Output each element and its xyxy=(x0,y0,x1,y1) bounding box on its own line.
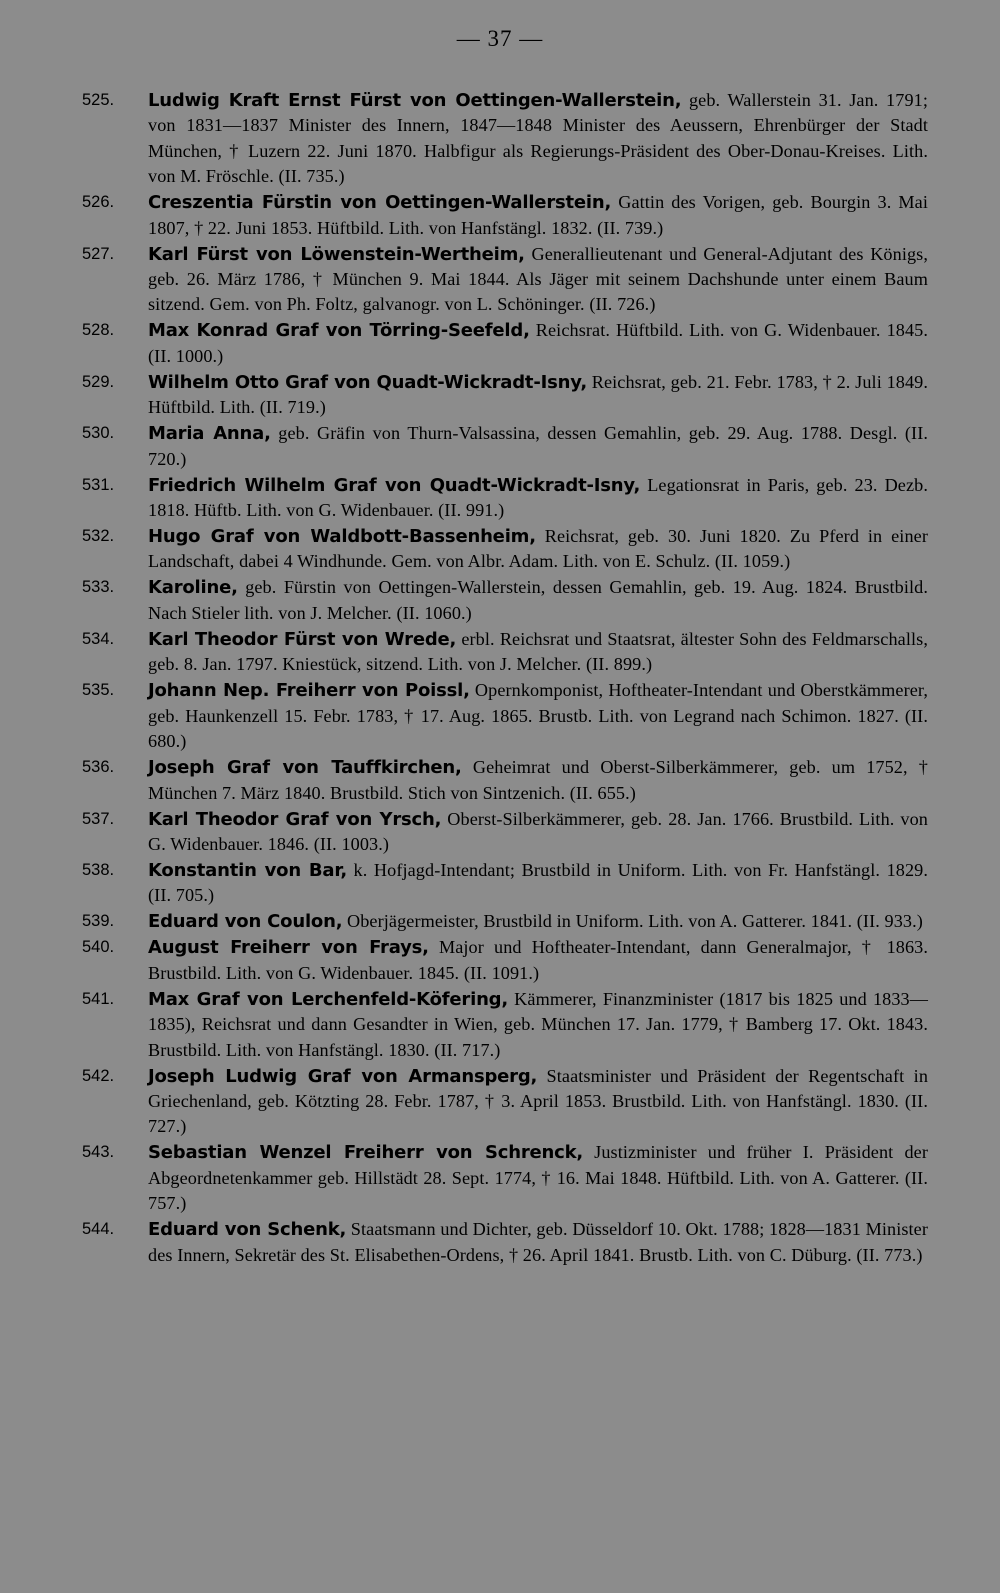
entry xyxy=(82,987,928,1063)
entry-description: Gattin des Vorigen, geb. Bourgin 3. Mai 1807, † 22. Juni 1853. Hüftbild. Lith. von Hanfstängl. 1832. (II. 739.) xyxy=(148,192,928,238)
entry xyxy=(82,242,928,318)
entry xyxy=(82,935,928,986)
entry xyxy=(82,627,928,678)
entry-description: Staatsmann und Dichter, geb. Düsseldorf 10. Okt. 1788; 1828—1831 Minister des Innern, Sekretär des St. Elisabethen-Ordens, † 26. April 1841. Brustb. Lith. von C. Düburg. (II. 773.) xyxy=(148,1219,929,1265)
entry-name: Friedrich Wilhelm Graf von Quadt-Wickradt-Isny, xyxy=(148,474,641,496)
entry-name: Konstantin von Bar, xyxy=(148,859,348,881)
entry-number: 537. xyxy=(82,809,115,828)
entry-name: August Freiherr von Frays, xyxy=(148,937,429,959)
entry-number: 534. xyxy=(82,629,115,648)
entry-number: 528. xyxy=(82,321,115,340)
entry-number: 535. xyxy=(82,681,115,700)
entry-description: Oberst-Silberkämmerer, geb. 28. Jan. 1766. Brustbild. Lith. von G. Widenbauer. 1846. (II. 1003.) xyxy=(148,808,928,854)
entry-number: 527. xyxy=(82,244,115,263)
entry-description: Staatsminister und Präsident der Regentschaft in Griechenland, geb. Kötzting 28. Febr. 1787, † 3. April 1853. Brustbild. Lith. von Hanfstängl. 1830. (II. 727.) xyxy=(148,1065,929,1137)
entry-name: Hugo Graf von Waldbott-Bassenheim, xyxy=(148,526,536,548)
entry xyxy=(82,1217,928,1268)
entry-number: 532. xyxy=(82,527,115,546)
entry-description: Major und Hoftheater-Intendant, dann Generalmajor, † 1863. Brustbild. Lith. von G. Widenbauer. 1845. (II. 1091.) xyxy=(148,937,928,983)
entry-description: Legationsrat in Paris, geb. 23. Dezb. 1818. Hüftb. Lith. von G. Widenbauer. (II. 991.) xyxy=(148,474,928,521)
page-number: — 37 — xyxy=(456,26,544,51)
entry-name: Karoline, xyxy=(148,577,238,599)
entry-number: 531. xyxy=(82,475,115,494)
entry xyxy=(82,370,928,421)
entry-number: 544. xyxy=(82,1220,115,1239)
entry-description: geb. Wallerstein 31. Jan. 1791; von 1831—1837 Minister des Innern, 1847—1848 Minister des Aeussern, Ehrenbürger der Stadt München, † Luzern 22. Juni 1870. Halbfigur als Regierungs-Präsident des Ober-Donau-Kreises. Lith. von M. Fröschle. (II. 735.) xyxy=(148,90,928,187)
entry-description: Oberjägermeister, Brustbild in Uniform. Lith. von A. Gatterer. 1841. (II. 933.) xyxy=(342,911,923,932)
entry-number: 539. xyxy=(82,912,115,931)
entry-description: Reichsrat, geb. 30. Juni 1820. Zu Pferd in einer Landschaft, dabei 4 Windhunde. Gem. von Albr. Adam. Lith. von E. Schulz. (II. 1059.) xyxy=(148,526,928,572)
entry-name: Eduard von Schenk, xyxy=(148,1219,347,1241)
entry-name: Max Konrad Graf von Törring-Seefeld, xyxy=(148,320,530,342)
entry-name: Wilhelm Otto Graf von Quadt-Wickradt-Isny, xyxy=(148,371,587,393)
entry-number: 542. xyxy=(82,1066,115,1085)
entry-name: Sebastian Wenzel Freiherr von Schrenck, xyxy=(148,1142,584,1164)
entry xyxy=(82,524,928,575)
entry xyxy=(82,575,928,626)
entry-name: Creszentia Fürstin von Oettingen-Wallerstein, xyxy=(148,192,612,214)
entry-number: 525. xyxy=(82,91,115,109)
entry-number: 540. xyxy=(82,938,115,957)
entry xyxy=(82,755,928,806)
entry-description: Kämmerer, Finanzminister (1817 bis 1825 und 1833—1835), Reichsrat und dann Gesandter in Wien, geb. München 17. Jan. 1779, † Bamberg 17. Okt. 1843. Brustbild. Lith. von Hanfstängl. 1830. (II. 717.) xyxy=(148,988,929,1060)
entry-list xyxy=(82,88,928,1269)
entry-name: Eduard von Coulon, xyxy=(148,911,343,933)
entry-number: 536. xyxy=(82,758,115,777)
entry-description: geb. Gräfin von Thurn-Valsassina, dessen Gemahlin, geb. 29. Aug. 1788. Desgl. (II. 720.) xyxy=(148,423,928,469)
entry-description: Opernkomponist, Hoftheater-Intendant und Oberstkämmerer, geb. Haunkenzell 15. Febr. 1783, † 17. Aug. 1865. Brustb. Lith. von Legrand nach Schimon. 1827. (II. 680.) xyxy=(148,680,928,752)
entry xyxy=(82,88,928,190)
entry xyxy=(82,807,928,858)
entry-name: Ludwig Kraft Ernst Fürst von Oettingen-Wallerstein, xyxy=(148,90,682,111)
entry xyxy=(82,858,928,909)
entry-number: 530. xyxy=(82,424,115,443)
entry xyxy=(82,1140,928,1216)
entry-name: Joseph Ludwig Graf von Armansperg, xyxy=(148,1065,538,1087)
entry-name: Karl Fürst von Löwenstein-Wertheim, xyxy=(148,243,525,265)
entry xyxy=(82,678,928,754)
entry xyxy=(82,318,928,369)
entry-number: 533. xyxy=(82,578,115,597)
entry xyxy=(82,1064,928,1140)
entry-description: Geheimrat und Oberst-Silberkämmerer, geb. um 1752, † München 7. März 1840. Brustbild. Stich von Sintzenich. (II. 655.) xyxy=(148,757,928,803)
entry-description: geb. Fürstin von Oettingen-Wallerstein, dessen Gemahlin, geb. 19. Aug. 1824. Brustbild. Nach Stieler lith. von J. Melcher. (II. 1060.) xyxy=(148,577,928,623)
entry-description: Generallieutenant und General-Adjutant des Königs, geb. 26. März 1786, † München 9. Mai 1844. Als Jäger mit seinem Dachshunde unter einem Baum sitzend. Gem. von Ph. Foltz, galvanogr. von L. Schöninger. (II. 726.) xyxy=(148,243,928,315)
entry-name: Joseph Graf von Tauffkirchen, xyxy=(148,757,462,779)
entry-description: k. Hofjagd-Intendant; Brustbild in Uniform. Lith. von Fr. Hanfstängl. 1829. (II. 705.) xyxy=(148,859,928,906)
entry-number: 526. xyxy=(82,193,115,212)
entry-name: Karl Theodor Graf von Yrsch, xyxy=(148,808,442,830)
entry-number: 543. xyxy=(82,1143,115,1162)
entry xyxy=(82,421,928,472)
entry xyxy=(82,473,928,524)
entry-name: Karl Theodor Fürst von Wrede, xyxy=(148,628,457,650)
entry xyxy=(82,909,928,934)
entry-name: Johann Nep. Freiherr von Poissl, xyxy=(148,680,470,702)
entry-description: erbl. Reichsrat und Staatsrat, ältester Sohn des Feldmarschalls, geb. 8. Jan. 1797. Kniestück, sitzend. Lith. von J. Melcher. (II. 899.) xyxy=(148,628,928,675)
entry-number: 541. xyxy=(82,989,115,1008)
entry xyxy=(82,190,928,241)
entry-description: Reichsrat. Hüftbild. Lith. von G. Widenbauer. 1845. (II. 1000.) xyxy=(148,320,928,366)
entry-name: Maria Anna, xyxy=(148,423,271,445)
entry-description: Reichsrat, geb. 21. Febr. 1783, † 2. Juli 1849. Hüftbild. Lith. (II. 719.) xyxy=(148,371,928,418)
entry-name: Max Graf von Lerchenfeld-Köfering, xyxy=(148,988,509,1010)
entry-number: 529. xyxy=(82,372,115,391)
entry-description: Justizminister und früher I. Präsident der Abgeordnetenkammer geb. Hillstädt 28. Sept. 1774, † 16. Mai 1848. Hüftbild. Lith. von A. Gatterer. (II. 757.) xyxy=(148,1142,928,1214)
entry-number: 538. xyxy=(82,860,115,879)
